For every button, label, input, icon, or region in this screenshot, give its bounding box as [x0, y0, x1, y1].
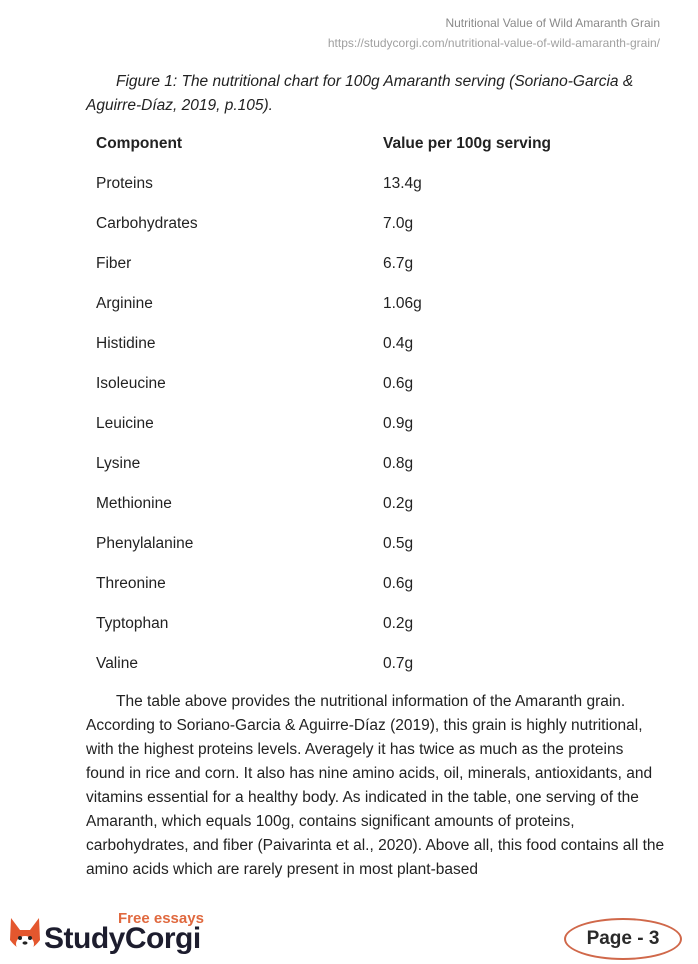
- value-cell: 0.4g: [383, 335, 414, 352]
- table-row: [84, 164, 563, 204]
- component-cell: Histidine: [96, 335, 156, 352]
- nutrition-table: [84, 124, 563, 684]
- column-header: Component: [96, 135, 183, 152]
- header-title: Nutritional Value of Wild Amaranth Grain: [445, 16, 660, 30]
- value-cell: 0.2g: [383, 495, 414, 512]
- component-cell: Arginine: [96, 295, 153, 312]
- value-cell: 0.2g: [383, 615, 414, 632]
- component-cell: Leuicine: [96, 415, 154, 432]
- value-cell: 1.06g: [383, 295, 422, 312]
- component-cell: Lysine: [96, 455, 141, 472]
- component-cell: Carbohydrates: [96, 215, 198, 232]
- value-cell: 7.0g: [383, 215, 414, 232]
- value-cell: 0.8g: [383, 455, 414, 472]
- figure-caption: Figure 1: The nutritional chart for 100g Amaranth serving (Soriano-Garcia & Aguirre-Díaz, 2019, p.105).: [86, 73, 634, 114]
- value-cell: 0.6g: [383, 575, 414, 592]
- page-number-badge: Page - 3: [564, 918, 682, 960]
- table-row: [84, 564, 563, 604]
- component-cell: Methionine: [96, 495, 172, 512]
- value-cell: 0.7g: [383, 655, 414, 672]
- table-row: [84, 644, 563, 684]
- value-cell: 6.7g: [383, 255, 414, 272]
- body-paragraph: The table above provides the nutritional information of the Amaranth grain. According to Soriano-Garcia & Aguirre-Díaz (2019), this grain is highly nutritional, with the highest proteins levels. Averagely it has twice as much as the proteins found in rice and corn. It also has nine amino acids, oil, minerals, antioxidants, and vitamins essential for a healthy body. As indicated in the table, one serving of the Amaranth, which equals 100g, contains significant amounts of proteins, carbohydrates, and fiber (Paivarinta et al., 2020). Above all, this food contains all the amino acids which are rarely present in most plant-based: [86, 693, 665, 878]
- table-row: [84, 244, 563, 284]
- component-cell: Fiber: [96, 255, 132, 272]
- component-cell: Phenylalanine: [96, 535, 194, 552]
- component-cell: Threonine: [96, 575, 166, 592]
- component-cell: Proteins: [96, 175, 153, 192]
- column-header: Value per 100g serving: [383, 135, 552, 152]
- table-row: [84, 324, 563, 364]
- table-row: [84, 484, 563, 524]
- table-row: [84, 524, 563, 564]
- table-header-row: [84, 124, 563, 164]
- value-cell: 0.6g: [383, 375, 414, 392]
- component-cell: Valine: [96, 655, 138, 672]
- component-cell: Isoleucine: [96, 375, 166, 392]
- logo-tagline: Free essays: [118, 910, 204, 927]
- value-cell: 0.9g: [383, 415, 414, 432]
- page-header: [328, 13, 660, 53]
- table-row: [84, 444, 563, 484]
- table-row: [84, 364, 563, 404]
- component-cell: Typtophan: [96, 615, 169, 632]
- value-cell: 13.4g: [383, 175, 422, 192]
- table-row: [84, 284, 563, 324]
- table-row: [84, 404, 563, 444]
- logo-brand: StudyCorgi: [44, 922, 201, 955]
- table-row: [84, 604, 563, 644]
- table-row: [84, 204, 563, 244]
- corgi-logo-icon: [8, 916, 42, 956]
- value-cell: 0.5g: [383, 535, 414, 552]
- header-url[interactable]: https://studycorgi.com/nutritional-value-of-wild-amaranth-grain/: [327, 36, 660, 50]
